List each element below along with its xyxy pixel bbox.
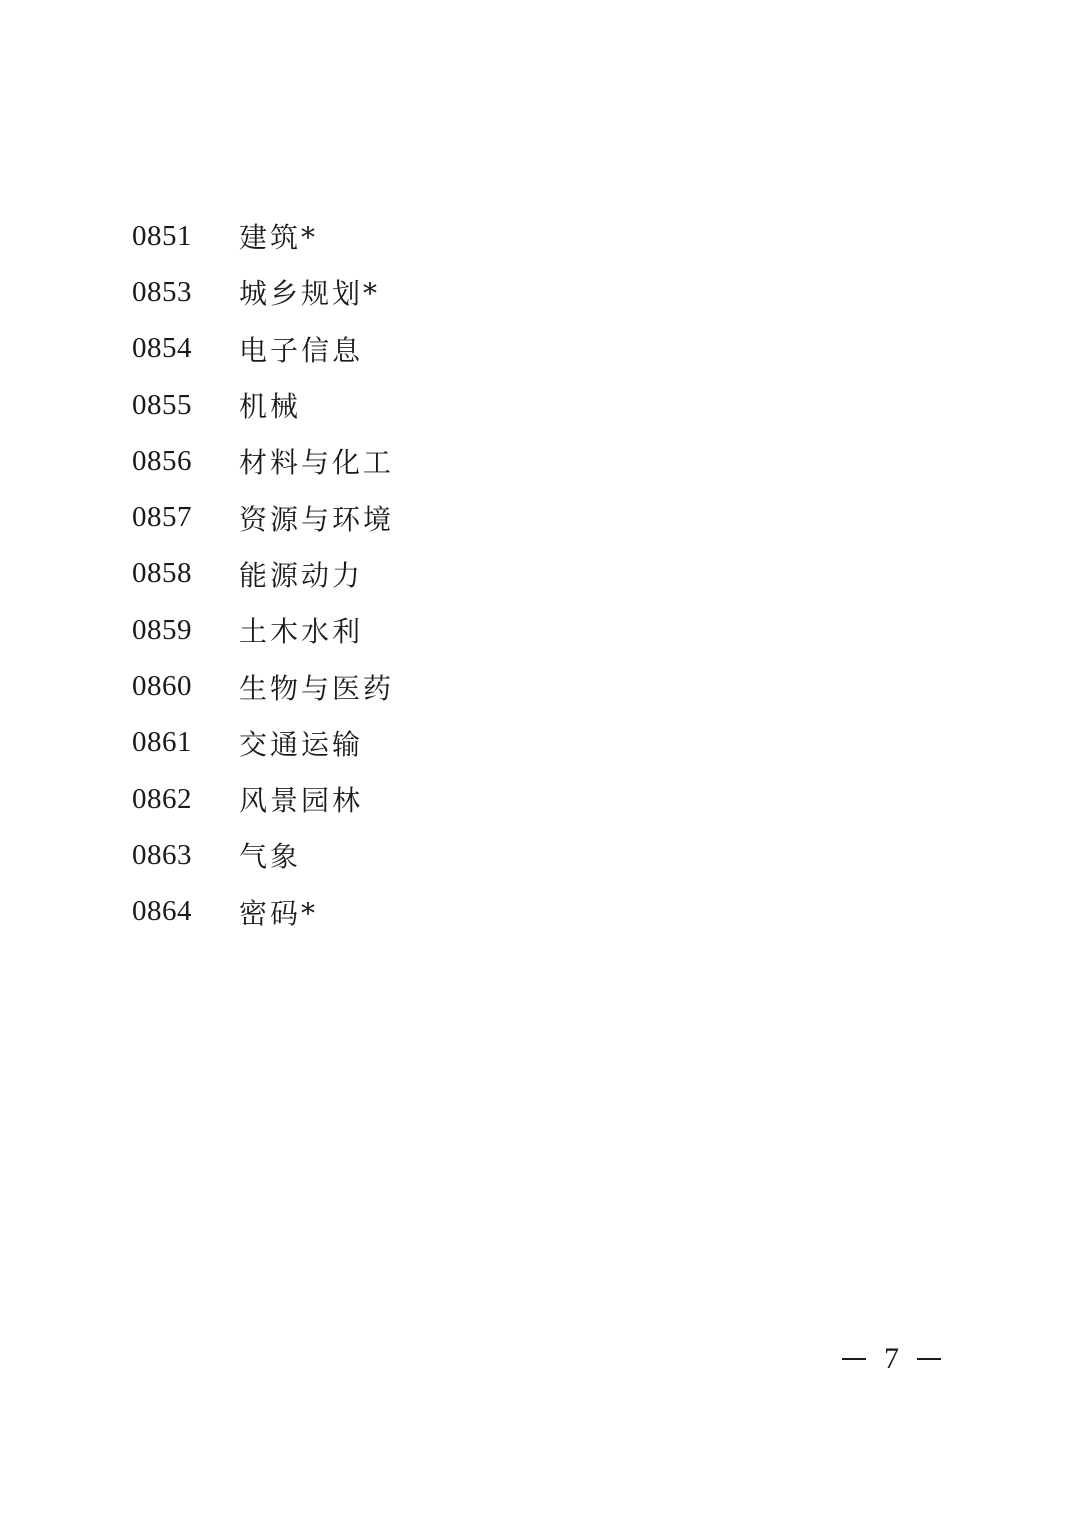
list-item [132,658,394,714]
list-item [132,433,394,489]
discipline-code: 0857 [132,501,192,534]
page-number-value: 7 [884,1342,899,1375]
discipline-code: 0853 [132,275,192,308]
discipline-name: 土木水利 [239,615,364,649]
discipline-name: 气象 [239,840,302,874]
discipline-name: 风景园林 [239,784,364,818]
discipline-code: 0862 [132,782,192,815]
discipline-name: 材料与化工 [239,446,395,480]
discipline-name: 密码* [239,896,319,930]
discipline-name: 电子信息 [239,333,364,367]
discipline-code: 0861 [132,726,192,759]
discipline-code: 0864 [132,895,192,928]
list-item [132,715,394,771]
page-number [842,1342,941,1376]
discipline-code: 0855 [132,388,192,421]
list-item [132,264,394,320]
discipline-code: 0860 [132,670,192,703]
list-item [132,546,394,602]
discipline-name: 建筑* [239,221,319,255]
discipline-name: 能源动力 [239,558,364,592]
discipline-list [132,208,394,940]
list-item [132,884,394,940]
discipline-code: 0851 [132,219,192,252]
list-item [132,827,394,883]
discipline-name: 生物与医药 [239,671,395,705]
list-item [132,377,394,433]
dash-right [917,1358,941,1360]
list-item [132,321,394,377]
discipline-code: 0863 [132,838,192,871]
list-item [132,489,394,545]
list-item [132,771,394,827]
discipline-code: 0859 [132,613,192,646]
discipline-name: 机械 [239,390,302,424]
discipline-code: 0854 [132,332,192,365]
discipline-name: 资源与环境 [239,502,395,536]
list-item [132,208,394,264]
discipline-name: 交通运输 [239,727,364,761]
dash-left [842,1358,866,1360]
discipline-code: 0858 [132,557,192,590]
list-item [132,602,394,658]
discipline-name: 城乡规划* [239,277,381,311]
discipline-code: 0856 [132,444,192,477]
